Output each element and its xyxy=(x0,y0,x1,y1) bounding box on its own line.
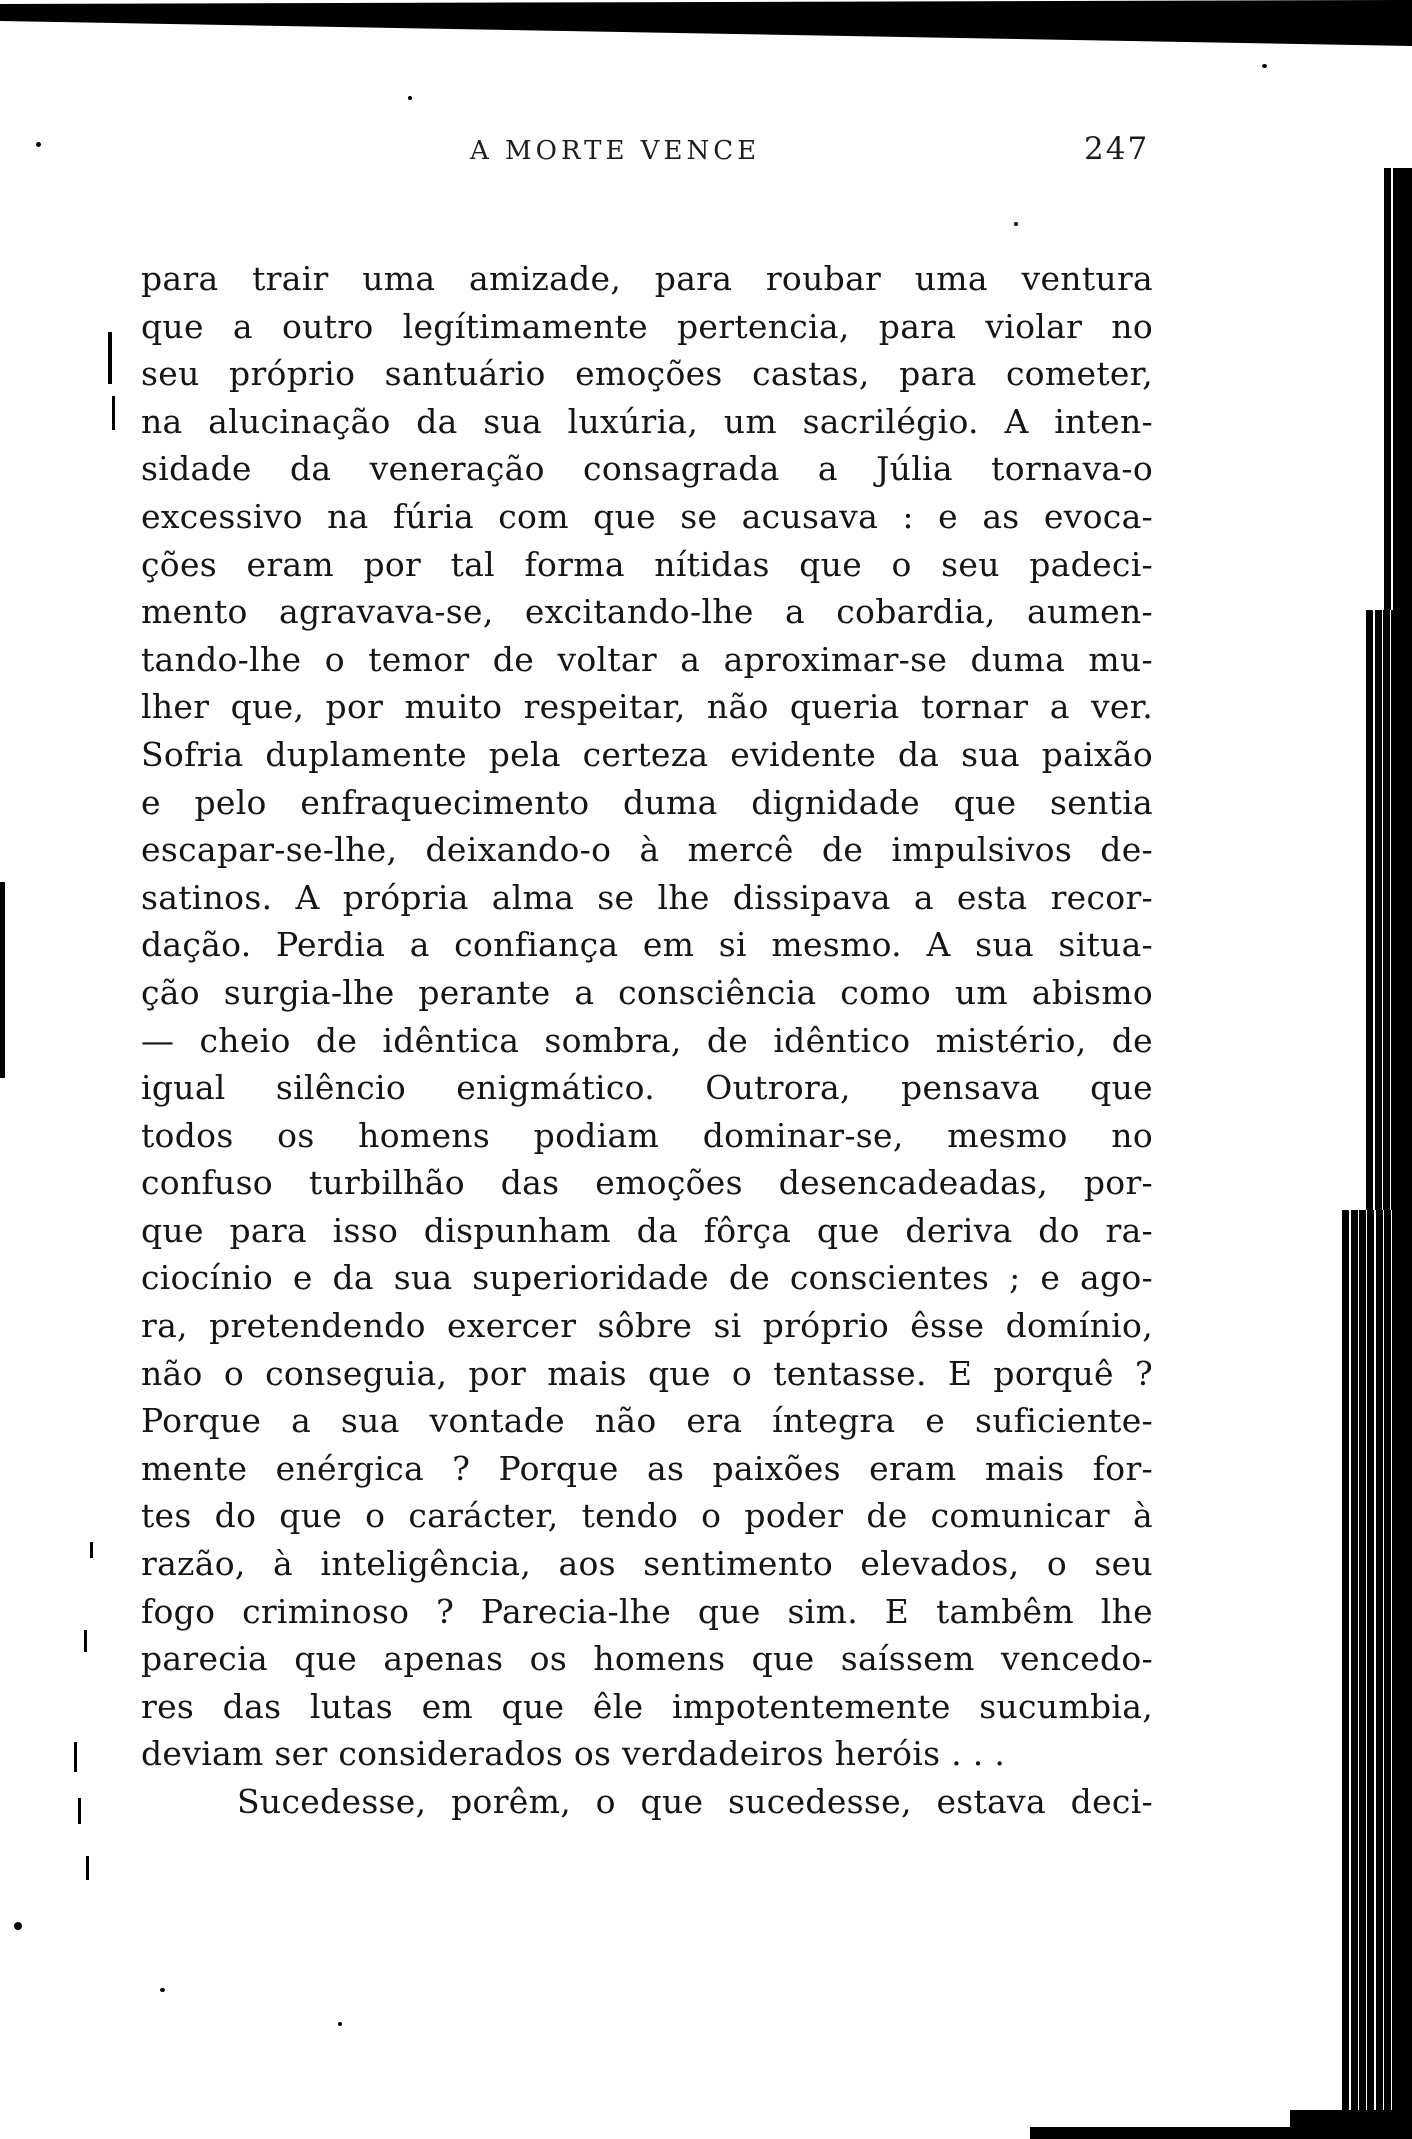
text-line: ciocínio e da sua superioridade de conscientes ; e ago- xyxy=(141,1258,1153,1298)
text-line: tes do que o carácter, tendo o poder de comunicar à xyxy=(141,1496,1153,1536)
text-line: res das lutas em que êle impotentemente sucumbia, xyxy=(141,1686,1153,1726)
text-line: para trair uma amizade, para roubar uma ventura xyxy=(141,259,1153,298)
text-line: escapar-se-lhe, deixando-o à mercê de impulsivos de- xyxy=(141,830,1153,870)
text-line: satinos. A própria alma se lhe dissipava a esta recor- xyxy=(141,877,1153,917)
scan-artifact-speck xyxy=(408,96,412,100)
scan-artifact-margin-mark xyxy=(84,1630,87,1652)
scan-artifact-top-bar xyxy=(0,0,1412,48)
scan-artifact-margin-mark xyxy=(90,1542,93,1558)
scan-artifact-speck xyxy=(338,2022,342,2026)
scan-artifact-speck xyxy=(36,142,41,147)
text-line: confuso turbilhão das emoções desencadeadas, por- xyxy=(141,1163,1153,1203)
text-line: mente enérgica ? Porque as paixões eram mais for- xyxy=(141,1448,1153,1488)
text-line: igual silêncio enigmático. Outrora, pensava que xyxy=(141,1068,1153,1108)
text-line: ções eram por tal forma nítidas que o seu padeci- xyxy=(141,544,1153,584)
text-line: Porque a sua vontade não era íntegra e suficiente- xyxy=(141,1401,1153,1441)
text-line: dação. Perdia a confiança em si mesmo. A sua situa- xyxy=(141,925,1153,965)
text-line: na alucinação da sua luxúria, um sacrilégio. A inten- xyxy=(141,401,1153,441)
scan-artifact-speck xyxy=(160,1988,165,1992)
scan-artifact-margin-mark xyxy=(86,1856,89,1880)
scan-artifact-margin-mark xyxy=(0,882,5,1078)
scan-artifact-speck xyxy=(1262,64,1267,68)
scan-artifact-margin-mark xyxy=(112,396,115,430)
text-line: e pelo enfraquecimento duma dignidade que sentia xyxy=(141,782,1153,822)
scan-artifact-speck xyxy=(1014,222,1018,226)
text-line: sidade da veneração consagrada a Júlia tornava-o xyxy=(141,449,1153,489)
text-line: ra, pretendendo exercer sôbre si próprio êsse domínio, xyxy=(141,1306,1153,1346)
text-line: parecia que apenas os homens que saíssem vencedo- xyxy=(141,1639,1153,1679)
text-line: tando-lhe o temor de voltar a aproximar-se duma mu- xyxy=(141,639,1153,679)
text-line: Sofria duplamente pela certeza evidente da sua paixão xyxy=(141,734,1153,774)
text-line: não o conseguia, por mais que o tentasse. E porquê ? xyxy=(141,1353,1153,1393)
scan-artifact-margin-mark xyxy=(108,332,112,384)
text-line: ção surgia-lhe perante a consciência como um abismo xyxy=(141,972,1153,1012)
scan-artifact-speck xyxy=(14,1922,22,1930)
scan-artifact-right-edge xyxy=(1394,168,1412,2139)
text-line: fogo criminoso ? Parecia-lhe que sim. E tambêm lhe xyxy=(141,1591,1153,1631)
body-text xyxy=(141,255,1153,1826)
scan-artifact-margin-mark xyxy=(74,1742,77,1772)
text-line: Sucedesse, porêm, o que sucedesse, estava deci- xyxy=(237,1782,1153,1821)
text-line: razão, à inteligência, aos sentimento elevados, o seu xyxy=(141,1544,1153,1584)
text-line: seu próprio santuário emoções castas, para cometer, xyxy=(141,354,1153,394)
scan-artifact-margin-mark xyxy=(78,1798,81,1824)
page-title: A MORTE VENCE xyxy=(470,136,761,166)
text-line: excessivo na fúria com que se acusava : e as evoca- xyxy=(141,496,1153,536)
text-line: mento agravava-se, excitando-lhe a cobardia, aumen- xyxy=(141,592,1153,632)
text-line: lher que, por muito respeitar, não queria tornar a ver. xyxy=(141,687,1153,727)
scan-artifact-bottom-bar xyxy=(1290,2110,1412,2139)
page-number: 247 xyxy=(1084,131,1150,167)
text-line: que para isso dispunham da fôrça que deriva do ra- xyxy=(141,1210,1153,1250)
text-line: todos os homens podiam dominar-se, mesmo no xyxy=(141,1115,1153,1155)
text-line: que a outro legítimamente pertencia, para violar no xyxy=(141,306,1153,346)
text-line: deviam ser considerados os verdadeiros heróis . . . xyxy=(141,1734,1006,1774)
text-line: — cheio de idêntica sombra, de idêntico mistério, de xyxy=(141,1020,1153,1060)
